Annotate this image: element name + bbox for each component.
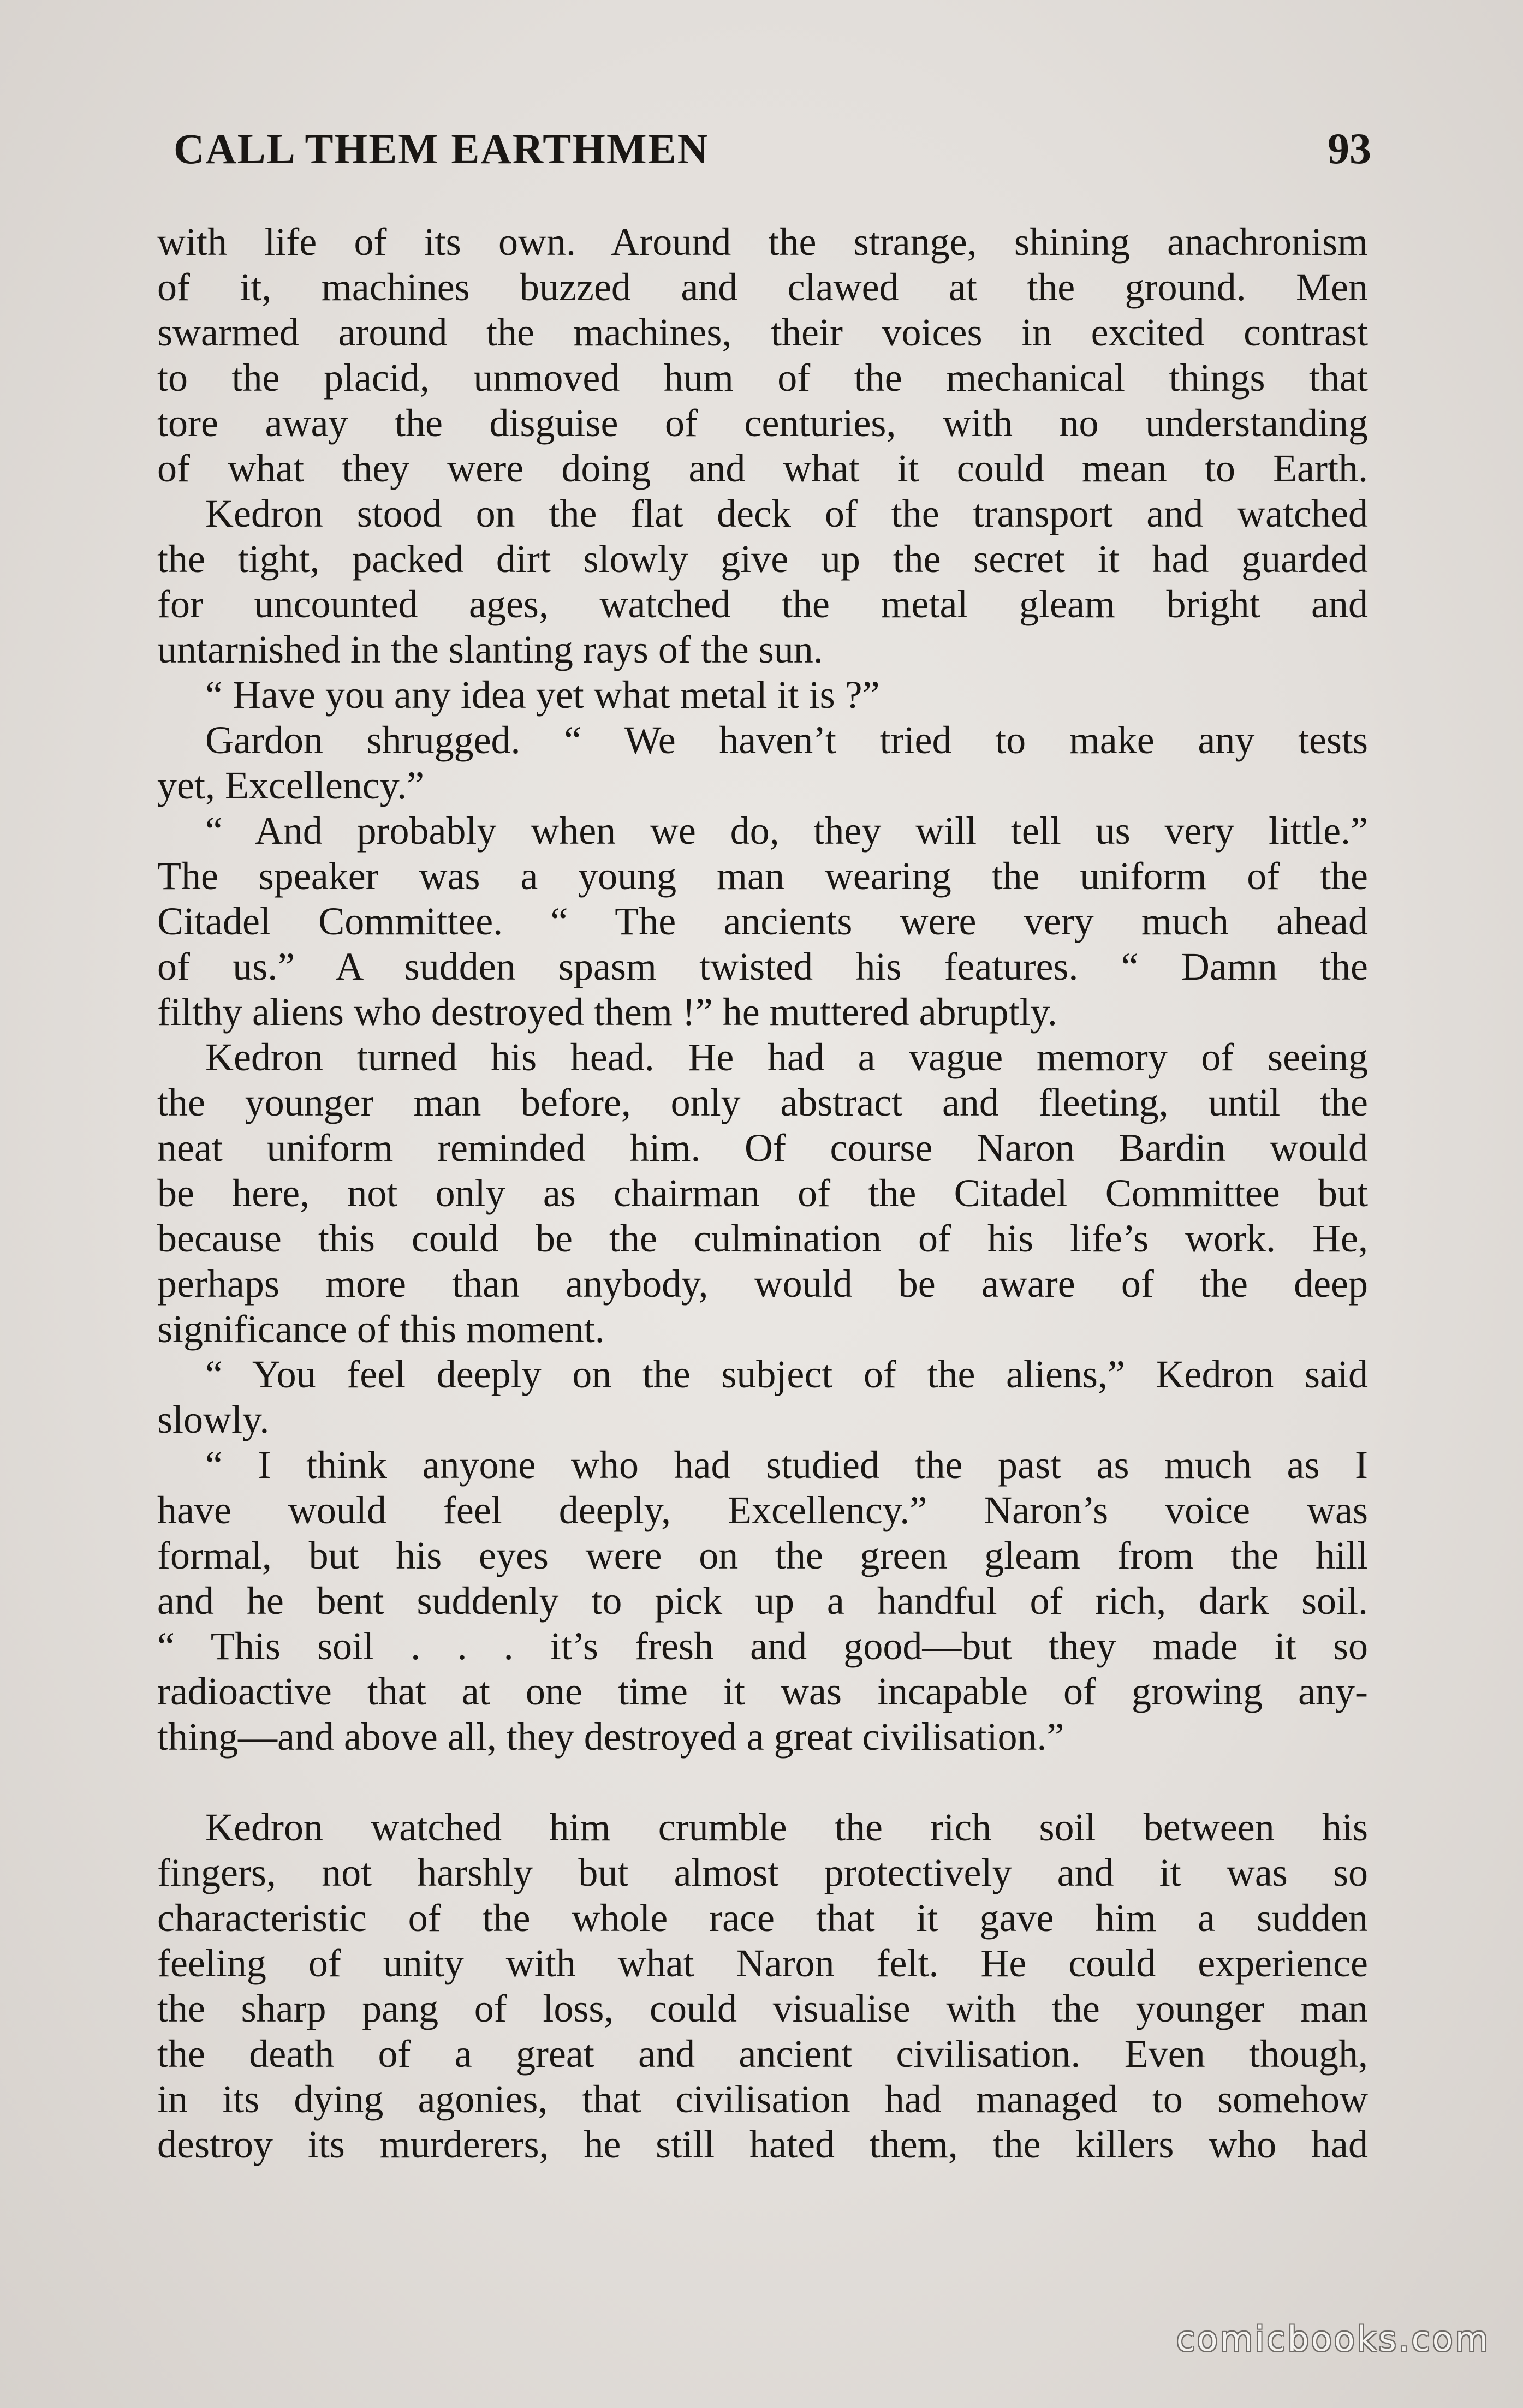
- text-line: “ This soil . . . it’s fresh and good—but they made it so: [157, 1624, 1368, 1668]
- text-line: the younger man before, only abstract and fleeting, until the: [157, 1081, 1368, 1124]
- text-line: the death of a great and ancient civilisation. Even though,: [157, 2032, 1368, 2076]
- text-line: “ You feel deeply on the subject of the aliens,” Kedron said: [205, 1352, 1368, 1396]
- text-line: slowly.: [157, 1398, 270, 1441]
- text-line: filthy aliens who destroyed them !” he muttered abruptly.: [157, 990, 1057, 1034]
- text-line: because this could be the culmination of his life’s work. He,: [157, 1217, 1368, 1260]
- text-line: of it, machines buzzed and clawed at the ground. Men: [157, 265, 1368, 309]
- text-line: for uncounted ages, watched the metal gleam bright and: [157, 582, 1368, 626]
- watermark: comicbooks.com: [1176, 2319, 1490, 2359]
- paragraph: [157, 808, 1368, 1035]
- text-line: of us.” A sudden spasm twisted his features. “ Damn the: [157, 945, 1368, 988]
- text-line: “ I think anyone who had studied the past as much as I: [205, 1443, 1368, 1487]
- text-line: yet, Excellency.”: [157, 764, 425, 807]
- text-line: The speaker was a young man wearing the uniform of the: [157, 854, 1368, 898]
- paragraph: [157, 491, 1368, 672]
- text-line: swarmed around the machines, their voices in excited contrast: [157, 311, 1368, 354]
- text-line: with life of its own. Around the strange, shining anachronism: [157, 220, 1368, 264]
- text-line: Kedron stood on the flat deck of the transport and watched: [205, 492, 1368, 535]
- text-line: perhaps more than anybody, would be aware of the deep: [157, 1262, 1368, 1306]
- text-line: Citadel Committee. “ The ancients were very much ahead: [157, 899, 1368, 943]
- paragraph: [157, 718, 1368, 808]
- text-line: Gardon shrugged. “ We haven’t tried to make any tests: [205, 718, 1368, 762]
- text-line: in its dying agonies, that civilisation had managed to somehow: [157, 2077, 1368, 2121]
- text-line: have would feel deeply, Excellency.” Naron’s voice was: [157, 1488, 1368, 1532]
- text-line: untarnished in the slanting rays of the sun.: [157, 628, 823, 671]
- text-line: Kedron turned his head. He had a vague memory of seeing: [205, 1035, 1368, 1079]
- text-line: fingers, not harshly but almost protectively and it was so: [157, 1851, 1368, 1894]
- text-line: Kedron watched him crumble the rich soil between his: [205, 1805, 1368, 1849]
- paragraph: [157, 1352, 1368, 1443]
- text-line: feeling of unity with what Naron felt. He could experience: [157, 1941, 1368, 1985]
- text-line: “ Have you any idea yet what metal it is ?”: [205, 673, 880, 717]
- text-line: be here, not only as chairman of the Citadel Committee but: [157, 1171, 1368, 1215]
- text-line: significance of this moment.: [157, 1307, 605, 1351]
- text-line: formal, but his eyes were on the green gleam from the hill: [157, 1534, 1368, 1577]
- text-line: thing—and above all, they destroyed a great civilisation.”: [157, 1715, 1064, 1759]
- text-line: “ And probably when we do, they will tell us very little.”: [205, 809, 1368, 853]
- text-line: neat uniform reminded him. Of course Naron Bardin would: [157, 1126, 1368, 1170]
- running-head: [174, 119, 1371, 179]
- paragraph: [157, 1805, 1368, 2167]
- text-line: radioactive that at one time it was incapable of growing any-: [157, 1670, 1368, 1713]
- text-line: of what they were doing and what it could mean to Earth.: [157, 446, 1368, 490]
- text-line: characteristic of the whole race that it gave him a sudden: [157, 1896, 1368, 1940]
- text-line: and he bent suddenly to pick up a handful of rich, dark soil.: [157, 1579, 1368, 1623]
- text-line: destroy its murderers, he still hated them, the killers who had: [157, 2123, 1368, 2166]
- paragraph: [157, 1035, 1368, 1352]
- page-number: 93: [1328, 125, 1371, 173]
- running-title: CALL THEM EARTHMEN: [174, 125, 709, 172]
- paragraph: [157, 1443, 1368, 1760]
- body-text: [157, 219, 1368, 2167]
- text-line: the tight, packed dirt slowly give up the secret it had guarded: [157, 537, 1368, 581]
- paragraph: [157, 672, 1368, 718]
- paragraph: [157, 219, 1368, 491]
- text-line: tore away the disguise of centuries, with no understanding: [157, 401, 1368, 445]
- text-line: the sharp pang of loss, could visualise with the younger man: [157, 1987, 1368, 2030]
- text-line: to the placid, unmoved hum of the mechanical things that: [157, 356, 1368, 400]
